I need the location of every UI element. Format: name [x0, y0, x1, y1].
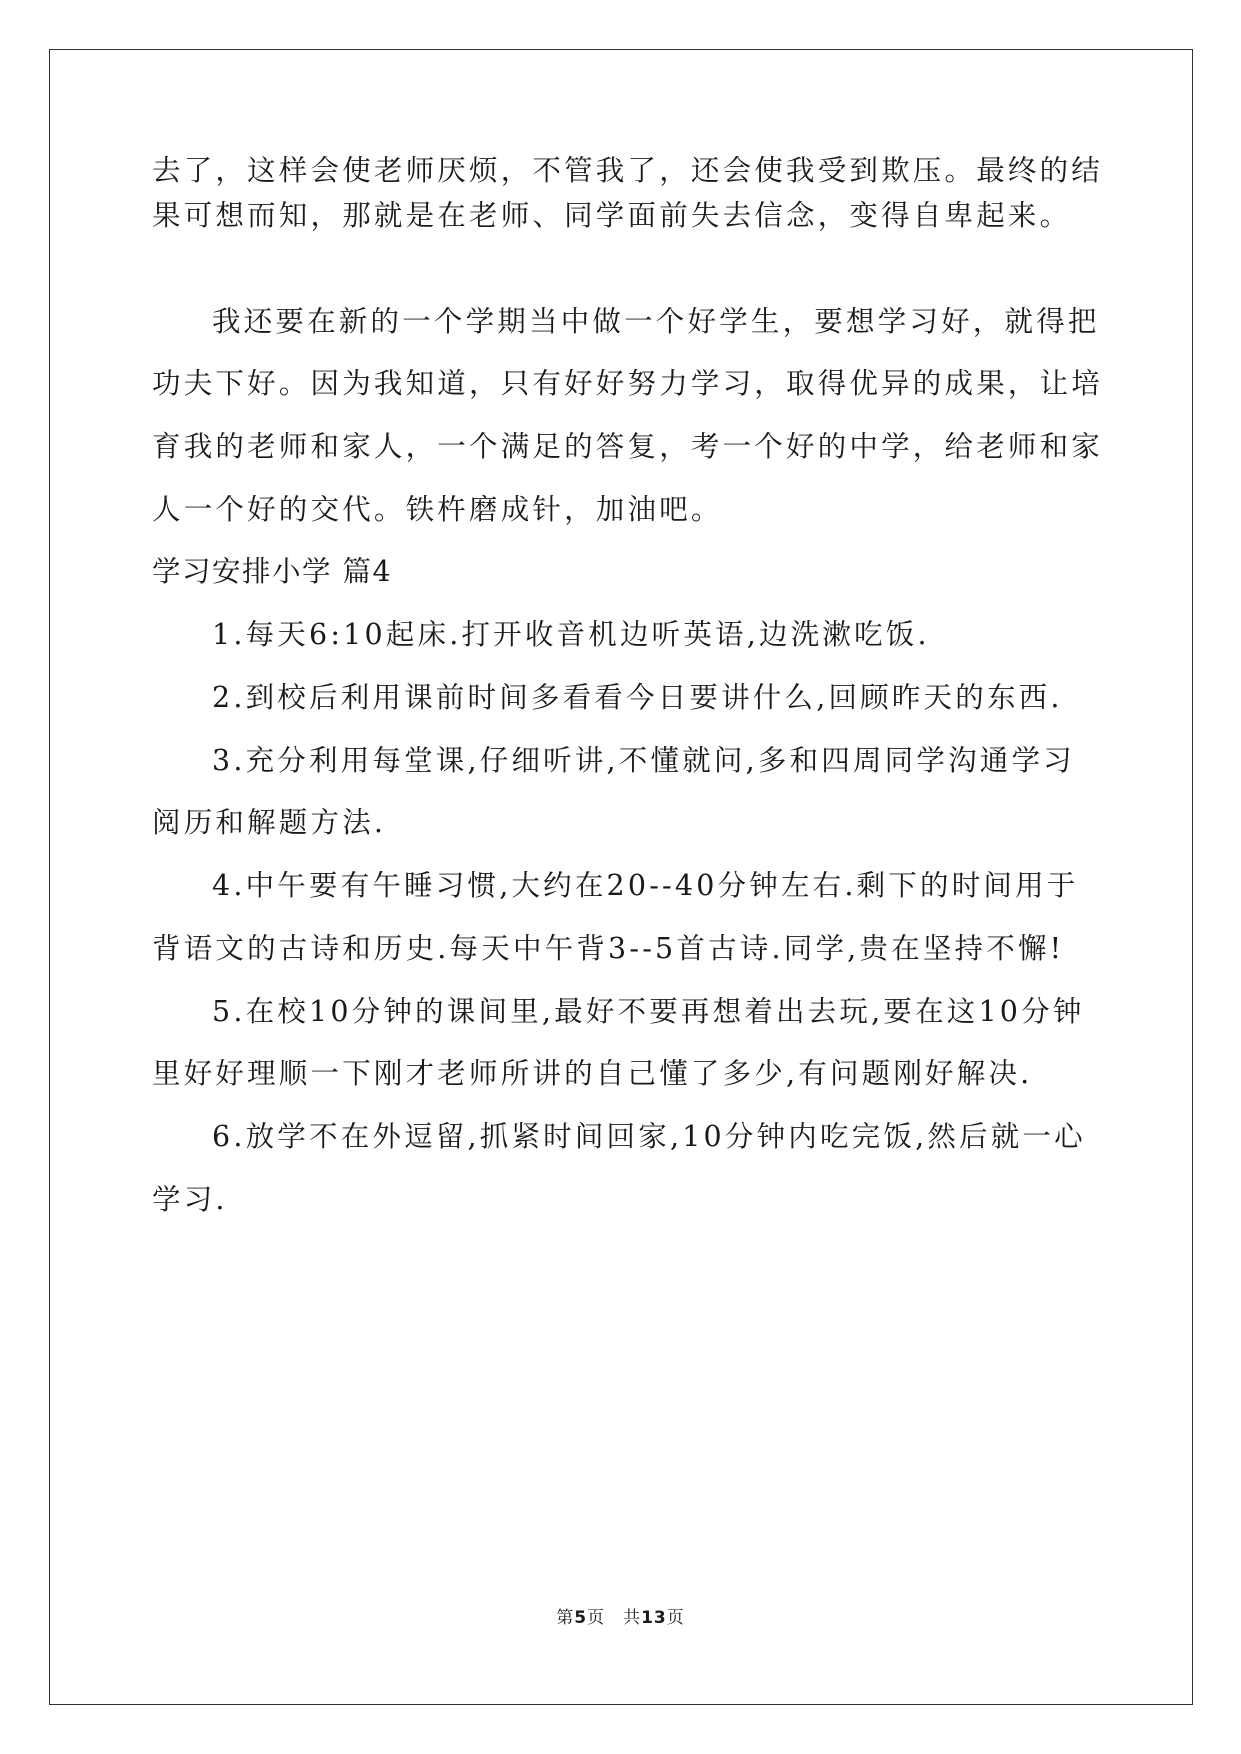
text-line: 我还要在新的一个学期当中做一个好学生，要想学习好，就得把	[212, 305, 1100, 338]
list-item: 2.到校后利用课前时间多看看今日要讲什么,回顾昨天的东西.	[212, 681, 1063, 714]
list-item-continued: 里好好理顺一下刚才老师所讲的自己懂了多少,有问题刚好解决.	[152, 1057, 1033, 1090]
section-heading: 学习安排小学 篇4	[152, 555, 393, 588]
list-item: 6.放学不在外逗留,抓紧时间回家,10分钟内吃完饭,然后就一心	[212, 1120, 1086, 1153]
list-item: 3.充分利用每堂课,仔细听讲,不懂就问,多和四周同学沟通学习	[212, 744, 1075, 777]
current-page-number: 5	[574, 1608, 588, 1628]
footer-suffix: 页	[666, 1608, 685, 1628]
list-item-continued: 阅历和解题方法.	[152, 806, 387, 839]
text-line: 果可想而知，那就是在老师、同学面前失去信念，变得自卑起来。	[152, 199, 1072, 232]
list-item-continued: 学习.	[152, 1183, 228, 1216]
text-line: 功夫下好。因为我知道，只有好好努力学习，取得优异的成果，让培	[152, 367, 1104, 400]
list-item: 5.在校10分钟的课间里,最好不要再想着出去玩,要在这10分钟	[212, 995, 1085, 1028]
page-footer	[0, 1603, 1241, 1628]
footer-prefix: 第	[556, 1608, 575, 1628]
text-line: 育我的老师和家人，一个满足的答复，考一个好的中学，给老师和家	[152, 430, 1104, 463]
footer-mid: 页 共	[587, 1608, 642, 1628]
text-line: 去了，这样会使老师厌烦，不管我了，还会使我受到欺压。最终的结	[152, 154, 1104, 187]
list-item-continued: 背语文的古诗和历史.每天中午背3--5首古诗.同学,贵在坚持不懈!	[152, 932, 1065, 965]
list-item: 1.每天6:10起床.打开收音机边听英语,边洗漱吃饭.	[212, 618, 930, 651]
text-line: 人一个好的交代。铁杵磨成针，加油吧。	[152, 493, 723, 526]
total-page-number: 13	[641, 1608, 667, 1628]
list-item: 4.中午要有午睡习惯,大约在20--40分钟左右.剩下的时间用于	[212, 869, 1079, 902]
